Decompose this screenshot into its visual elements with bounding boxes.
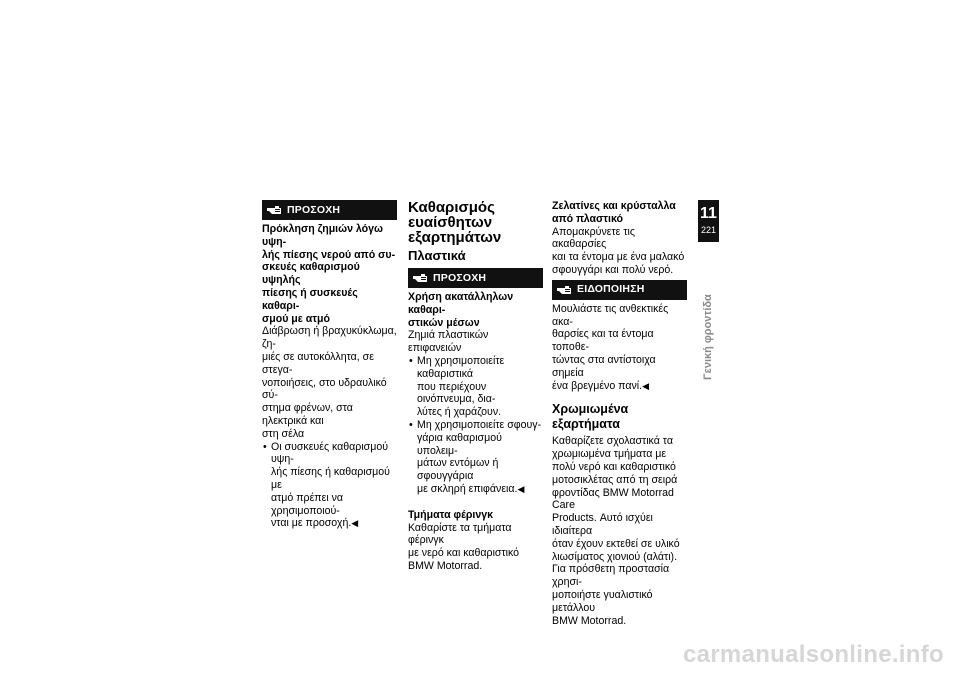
section-title: Καθαρισμός ευαίσθητων εξαρτημάτων xyxy=(408,199,502,246)
caution-body: Ζημιά πλαστικών επιφανειών xyxy=(408,329,489,355)
end-mark-icon: ◀ xyxy=(517,483,525,494)
chapter-tab xyxy=(698,200,719,242)
chrome-body: Καθαρίζετε σχολαστικά τα χρωμιωμένα τμήματα με πολύ νερό και καθαριστικό μοτοσικλέτας από τη σειρά φροντίδας BMW Motorrad Care Products. Αυτό ισχύει ιδιαίτερα όταν έχουν εκτεθεί σε υλικό λιωσίματος χιονιού (αλάτι). Για πρόσθετη προστασία χρησι- μοποιήστε γυαλιστικό μετάλλου BMW Motorrad. xyxy=(552,435,680,627)
caution-bullets xyxy=(408,355,543,496)
caution-body: Διάβρωση ή βραχυκύκλωμα, ζη- μιές σε αυτοκόλλητα, σε στεγα- νοποιήσεις, στο υδραυλικό σύ- στημα φρένων, στα ηλεκτρικά και στη σέλα xyxy=(262,325,397,440)
windscreen-heading: Ζελατίνες και κρύσταλλα από πλαστικό xyxy=(552,200,676,225)
hand-pointing-icon xyxy=(556,283,572,297)
caution-label: ΠΡΟΣΟΧΗ xyxy=(287,203,341,216)
subsection-title: Πλαστικά xyxy=(408,248,466,263)
chapter-title: Γενική φροντίδα xyxy=(702,294,714,380)
chapter-number: 11 xyxy=(700,205,717,222)
page-number: 221 xyxy=(700,225,717,235)
chrome-title: Χρωμιωμένα εξαρτήματα xyxy=(552,402,629,432)
caution-heading: Χρήση ακατάλληλων καθαρι- στικών μέσων xyxy=(408,291,514,329)
notice-label: ΕΙΔΟΠΟΙΗΣΗ xyxy=(577,283,645,296)
notice-body: Μουλιάστε τις ανθεκτικές ακα- θαρσίες και τα έντομα τοποθε- τώντας στα αντίστοιχα σημεία ένα βρεγμένο πανί.◀ xyxy=(552,302,669,392)
column-1 xyxy=(262,200,397,530)
end-mark-icon: ◀ xyxy=(642,380,649,391)
column-2 xyxy=(408,200,543,573)
caution-banner xyxy=(262,200,397,220)
fairing-body: Καθαρίστε τα τμήματα φέρινγκ με νερό και καθαριστικό BMW Motorrad. xyxy=(408,521,520,572)
caution-heading: Πρόκληση ζημιών λόγω υψη- λής πίεσης νερού από συ- σκευές καθαρισμού υψηλής πίεσης ή συσκευές καθαρι- σμού με ατμό xyxy=(262,223,396,325)
caution-label: ΠΡΟΣΟΧΗ xyxy=(433,271,487,284)
fairing-heading: Τμήματα φέρινγκ xyxy=(408,508,494,521)
list-item: • Μη χρησιμοποιείτε καθαριστικά που περιέχουν οινόπνευμα, δια- λύτες ή χαράζουν. xyxy=(408,355,543,419)
notice-banner xyxy=(552,280,687,300)
watermark: carmanualsonline.info xyxy=(682,641,944,668)
windscreen-body: Απομακρύνετε τις ακαθαρσίες και τα έντομα με ένα μαλακό σφουγγάρι και πολύ νερό. xyxy=(552,225,685,276)
caution-banner xyxy=(408,268,543,288)
end-mark-icon: ◀ xyxy=(351,518,359,529)
caution-bullets xyxy=(262,441,397,531)
hand-pointing-icon xyxy=(266,203,282,217)
column-3 xyxy=(552,200,687,627)
hand-pointing-icon xyxy=(412,271,428,285)
list-item: • Μη χρησιμοποιείτε σφουγ- γάρια καθαρισμού υπολειμ- μάτων εντόμων ή σφουγγάρια με σκληρή επιφάνεια.◀ xyxy=(408,419,543,496)
list-item: • Οι συσκευές καθαρισμού υψη- λής πίεσης ή καθαρισμού με ατμό πρέπει να χρησιμοποιού- νται με προσοχή.◀ xyxy=(262,441,397,531)
